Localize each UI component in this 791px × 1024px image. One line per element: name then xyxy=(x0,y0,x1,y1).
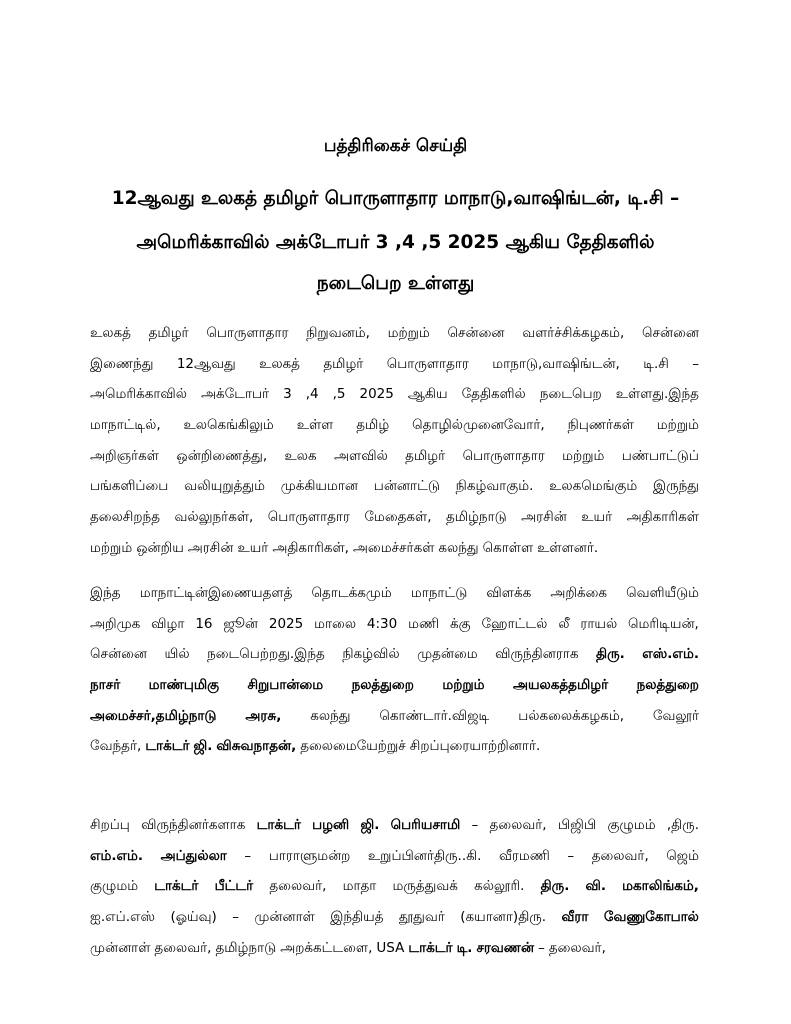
text-word: தேதிகளில் xyxy=(461,386,526,403)
text-word: உலகமெங்கும் xyxy=(549,478,638,495)
text-word: கொள்ள xyxy=(482,539,534,556)
text-word: ராயல் xyxy=(580,615,618,632)
text-word: அரசின் xyxy=(187,539,234,556)
document-title-line-3: நடைபெற உள்ளது xyxy=(316,273,475,294)
text-word: சரவணன் xyxy=(476,939,535,956)
text-word: வெளியீடும் xyxy=(626,585,699,601)
text-word: கலந்து xyxy=(438,539,479,556)
text-word: மாநாட்டில், xyxy=(90,417,161,434)
text-word: அரசின் xyxy=(521,509,567,526)
paragraph-line xyxy=(90,933,699,964)
text-word: தலைவர், xyxy=(489,817,547,833)
text-word: எம்.எம். xyxy=(90,847,144,864)
text-word: 2025 xyxy=(359,386,394,403)
text-word: முக்கியமான xyxy=(280,478,359,495)
text-word: ஒன்றிணைத்து, xyxy=(176,447,268,464)
text-word: – xyxy=(232,909,239,926)
text-word: பாராளுமன்ற xyxy=(268,847,351,864)
text-word: வீரமணி xyxy=(499,847,550,864)
text-word: கலந்து xyxy=(310,707,351,724)
text-word: ,திரு. xyxy=(666,817,699,833)
text-word: பொருளாதார xyxy=(206,325,289,341)
text-word: மற்றும் xyxy=(656,417,699,434)
text-word: உயர் xyxy=(237,539,269,556)
paragraph-line xyxy=(90,841,699,872)
paragraph-line xyxy=(90,441,699,472)
text-word: இணைந்து xyxy=(90,355,154,372)
text-word: உலகத் xyxy=(259,355,300,372)
text-word: விளக்க xyxy=(486,585,532,601)
text-word: பழனி xyxy=(312,817,350,833)
paragraph-line xyxy=(90,810,699,841)
text-word: அதிகாரிகள் xyxy=(626,509,699,526)
text-word: தூதுவர் xyxy=(398,909,445,926)
text-word: வளர்ச்சிக்கழகம், xyxy=(522,325,625,341)
paragraph-line xyxy=(90,670,699,701)
text-word: டாக்டர் xyxy=(154,878,199,895)
text-word: தமிழர் xyxy=(405,447,446,464)
paragraph-line xyxy=(90,701,699,732)
text-word: வீரா xyxy=(561,909,589,926)
text-word: அப்துல்லா xyxy=(160,847,227,864)
text-word: உறுப்பினர்திரு..கி. xyxy=(367,847,482,864)
body-paragraph-3 xyxy=(90,810,699,963)
text-word: பன்னாட்டு xyxy=(373,478,440,495)
text-word: ஐ.எப்.எஸ் xyxy=(90,909,156,926)
text-word: உலகத் xyxy=(90,325,131,341)
text-word: பீட்டர் xyxy=(214,878,254,895)
text-word: தலைவர், xyxy=(154,939,212,956)
text-word: இந்த xyxy=(90,585,121,601)
text-word: விசுவநாதன், xyxy=(216,738,297,755)
text-word: மருத்துவக் xyxy=(392,878,458,895)
text-word: டி. xyxy=(456,939,473,956)
text-word: ஆகிய xyxy=(407,386,448,403)
text-word: முதன்மை xyxy=(417,646,478,663)
text-word: ஜெம் xyxy=(666,847,699,864)
text-word: ஹோட்டல் xyxy=(481,615,548,632)
text-word: அறிஞர்கள் xyxy=(90,447,159,464)
paragraph-line xyxy=(90,379,699,410)
text-word: உள்ளனர். xyxy=(537,539,599,556)
text-word: உலகெங்கிலும் xyxy=(183,417,274,434)
paragraph-line xyxy=(90,502,699,533)
text-word: தலைமையேற்றுச் xyxy=(300,738,406,755)
paragraph-line xyxy=(90,871,699,902)
text-word: தலைவர், xyxy=(591,847,649,864)
text-word: தமிழர் xyxy=(148,325,189,341)
text-word: 12ஆவது xyxy=(176,355,236,372)
text-word: அரசு, xyxy=(245,707,282,724)
text-word: பொருளாதார xyxy=(462,447,545,464)
text-word: தமிழ் xyxy=(356,417,390,434)
text-word: ,5 xyxy=(332,386,346,403)
text-word: அதிகாரிகள், xyxy=(272,539,349,556)
text-word: பிஜிபி xyxy=(557,817,597,833)
text-word: நலத்துறை xyxy=(351,677,414,694)
text-word: முன்னாள் xyxy=(90,939,151,956)
text-word: திரு. xyxy=(596,646,625,663)
text-word: குழுமம் xyxy=(90,878,139,895)
text-word: லீ xyxy=(558,615,570,632)
text-word: அறக்கட்டளை, xyxy=(280,939,373,956)
text-word: மாலை xyxy=(314,615,357,632)
text-word: நலத்துறை xyxy=(636,677,699,694)
text-word: – xyxy=(471,817,479,833)
text-word: டாக்டர் xyxy=(408,939,453,956)
text-word: 4:30 xyxy=(366,615,398,632)
text-word: பங்களிப்பை xyxy=(90,478,169,495)
text-word: மெரிடியன், xyxy=(628,615,699,632)
text-word: அக்டோபர் xyxy=(200,386,270,403)
text-word: பொருளாதார xyxy=(267,509,350,526)
text-word: மாநாடு,வாஷிங்டன், xyxy=(492,355,620,372)
text-word: டாக்டர் xyxy=(256,817,301,833)
text-word: மாதா xyxy=(342,878,377,895)
text-word: இருந்து xyxy=(652,478,699,495)
paragraph-line xyxy=(90,639,699,670)
text-word: டி.சி xyxy=(643,355,669,372)
text-word: ,4 xyxy=(305,386,319,403)
text-word: வேந்தர், xyxy=(90,738,142,755)
text-word: மற்றும் xyxy=(387,325,430,341)
text-word: தலைவர், xyxy=(548,939,606,956)
text-word: – xyxy=(538,939,545,956)
text-word: இந்தியத் xyxy=(330,909,384,926)
text-word: நடைபெற xyxy=(539,386,602,403)
text-word: குழுமம் xyxy=(607,817,656,833)
text-word: மற்றும் xyxy=(442,677,485,694)
text-word: வேலூர் xyxy=(652,707,699,724)
paragraph-line xyxy=(90,902,699,933)
text-word: நாசர் xyxy=(90,677,121,694)
text-word: மாநாட்டின்இணையதளத் xyxy=(139,585,293,601)
text-word: க்கு xyxy=(449,615,471,632)
paragraph-line xyxy=(90,609,699,640)
text-word: 16 xyxy=(195,615,213,632)
text-word: மேதைகள், xyxy=(364,509,432,526)
text-word: தமிழர் xyxy=(323,355,364,372)
text-word: மணி xyxy=(408,615,440,632)
body-paragraph-1 xyxy=(90,318,699,564)
text-word: சிறப்பு xyxy=(90,817,130,833)
text-word: அமைச்சர்,தமிழ்நாடு xyxy=(90,707,217,724)
document-title-line-2: அமெரிக்காவில் அக்டோபர் 3 ,4 ,5 2025 ஆகிய தேதிகளில் xyxy=(136,232,655,253)
text-word: நிறுவனம், xyxy=(306,325,370,341)
text-word: டாக்டர் xyxy=(145,738,190,755)
text-word: (ஓய்வு) xyxy=(170,909,217,926)
text-word: சென்னை xyxy=(447,325,505,341)
text-word: வி. xyxy=(585,878,606,895)
text-word: பொருளாதார xyxy=(386,355,469,372)
text-word: மகாலிங்கம், xyxy=(622,878,699,895)
text-word: பண்பாட்டுப் xyxy=(621,447,699,464)
text-word: மற்றும் xyxy=(90,539,133,556)
text-word: திரு. xyxy=(540,878,570,895)
text-word: ஜி. xyxy=(193,738,213,755)
text-word: 3 xyxy=(283,386,292,403)
text-word: எஸ்.எம். xyxy=(642,646,699,663)
text-word: உலக xyxy=(284,447,317,464)
text-word: அமெரிக்காவில் xyxy=(90,386,187,403)
text-word: (கயானா)திரு. xyxy=(460,909,547,926)
text-word: சென்னை xyxy=(642,325,699,341)
text-word: மற்றும் xyxy=(562,447,605,464)
paragraph-line xyxy=(90,410,699,441)
text-word: தலைசிறந்த xyxy=(90,509,160,526)
document-title-line-1: 12ஆவது உலகத் தமிழர் பொருளாதார மாநாடு,வாஷிங்டன், டி.சி – xyxy=(111,188,680,209)
text-word: நிகழ்வில் xyxy=(342,646,400,663)
text-word: தமிழ்நாடு xyxy=(215,939,277,956)
text-word: அறிக்கை xyxy=(550,585,608,601)
text-word: உயர் xyxy=(581,509,613,526)
text-word: தொடக்கமும் xyxy=(311,585,392,601)
paragraph-line xyxy=(90,349,699,380)
text-word: நிபுணர்கள் xyxy=(567,417,634,434)
paragraph-line xyxy=(90,731,699,762)
text-word: ஜி. xyxy=(360,817,380,833)
text-word: முன்னாள் xyxy=(254,909,315,926)
text-word: உள்ளது.இந்த xyxy=(615,386,699,403)
text-word: நடைபெற்றது.இந்த xyxy=(207,646,325,663)
text-word: வலியுறுத்தும் xyxy=(184,478,265,495)
text-word: மாண்புமிகு xyxy=(148,677,220,694)
text-word: கல்லூரி. xyxy=(474,878,525,895)
paragraph-line xyxy=(90,578,699,609)
paragraph-line xyxy=(90,318,699,349)
text-word: தலைவர், xyxy=(269,878,327,895)
text-word: கொண்டார்.விஜடி xyxy=(379,707,490,724)
body-paragraph-2 xyxy=(90,578,699,762)
text-word: அறிமுக xyxy=(90,615,141,632)
text-word: தொழில்முனைவோர், xyxy=(412,417,545,434)
text-word: அமைச்சர்கள் xyxy=(352,539,435,556)
text-word: தமிழ்நாடு xyxy=(445,509,507,526)
text-word: பெரியசாமி xyxy=(390,817,461,833)
text-word: பல்கலைக்கழகம், xyxy=(518,707,624,724)
paragraph-line xyxy=(90,471,699,502)
text-word: சிறப்புரையாற்றினார். xyxy=(409,738,541,755)
text-word: – xyxy=(692,355,699,372)
text-word: சிறுபான்மை xyxy=(247,677,324,694)
text-word: உள்ள xyxy=(296,417,334,434)
text-word: நிகழ்வாகும். xyxy=(455,478,534,495)
text-word: USA xyxy=(376,939,405,956)
text-word: ஒன்றிய xyxy=(136,539,184,556)
text-word: வேணுகோபால் xyxy=(603,909,699,926)
text-word: விருந்தினராக xyxy=(495,646,579,663)
text-word: யில் xyxy=(164,646,190,663)
text-word: ஜூன் xyxy=(223,615,258,632)
text-word: விருந்தினர்களாக xyxy=(141,817,246,833)
text-word: அயலகத்தமிழர் xyxy=(512,677,609,694)
text-word: மாநாட்டு xyxy=(410,585,468,601)
text-word: சென்னை xyxy=(90,646,147,663)
text-word: வல்லுநர்கள், xyxy=(174,509,254,526)
text-word: 2025 xyxy=(268,615,304,632)
text-word: அளவில் xyxy=(334,447,388,464)
text-word: – xyxy=(244,847,252,864)
text-word: – xyxy=(567,847,575,864)
text-word: விழா xyxy=(151,615,185,632)
paragraph-line xyxy=(90,533,699,564)
press-release-label: பத்திரிகைச் செய்தி xyxy=(323,136,468,156)
